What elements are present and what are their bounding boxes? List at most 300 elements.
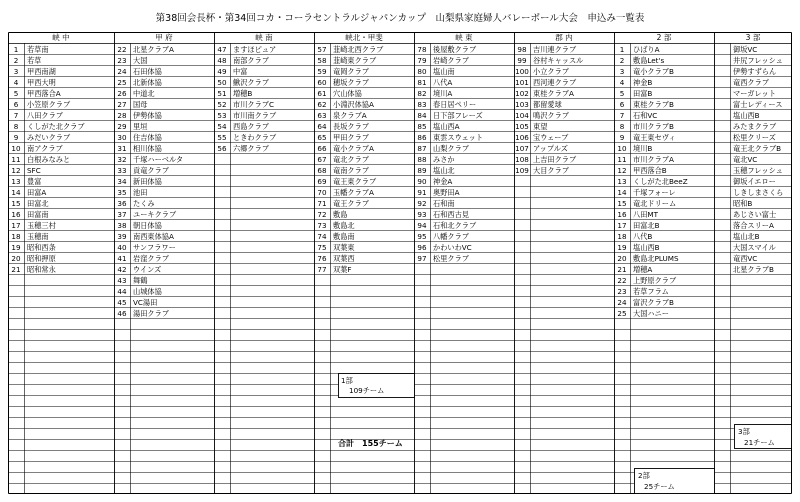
entry-team: 池田 <box>133 188 148 197</box>
entry-team: 春日居ペリー <box>433 100 477 109</box>
entry-number: 108 <box>515 155 529 164</box>
entry-number: 103 <box>515 100 529 109</box>
entry-team: 増穂A <box>633 265 653 274</box>
entry-team: 大国 <box>133 56 148 65</box>
entry-number: 101 <box>515 78 529 87</box>
entry-number: 19 <box>11 243 21 252</box>
entry-team: 八代A <box>433 78 453 87</box>
entry-team: 竜西クラブ <box>733 78 769 87</box>
entry-team: 東桂クラブB <box>633 100 674 109</box>
entry-team: 穂坂クラブ <box>333 78 369 87</box>
entry-team: 若草南 <box>27 45 49 54</box>
entry-team: しきしまさくら <box>733 188 784 197</box>
entry-number: 71 <box>317 199 327 208</box>
entry-number: 91 <box>417 188 427 197</box>
entry-team: 大国スマイル <box>733 243 776 252</box>
entry-number: 48 <box>217 56 227 65</box>
entry-number <box>714 55 730 66</box>
entry-number: 100 <box>515 67 529 76</box>
entry-team: 伊勢体協 <box>133 111 162 120</box>
entry-number: 77 <box>317 265 327 274</box>
entry-number: 82 <box>417 89 427 98</box>
entry-number: 13 <box>617 177 627 186</box>
entry-number: 14 <box>11 188 21 197</box>
entry-number: 76 <box>317 254 327 263</box>
entry-number: 9 <box>13 133 19 142</box>
entry-number: 33 <box>117 166 127 175</box>
entry-team: 韮崎東クラブ <box>333 56 377 65</box>
entry-team: 山城体協 <box>133 287 162 296</box>
entry-number <box>714 143 730 154</box>
entry-number: 47 <box>217 45 227 54</box>
entry-number: 5 <box>619 89 625 98</box>
entry-team: 谷村キャッスル <box>533 56 584 65</box>
entry-team: 竜南クラブ <box>333 166 369 175</box>
entry-team: 八田MT <box>633 210 658 219</box>
group-header: 峡 東 <box>455 33 473 42</box>
entry-number: 18 <box>11 232 21 241</box>
entry-number: 44 <box>117 287 127 296</box>
entry-team: 甲西落合B <box>633 166 667 175</box>
entry-team: 上吉田クラブ <box>533 155 577 164</box>
entry-team: 貢竜クラブ <box>133 166 169 175</box>
entry-number: 23 <box>617 287 627 296</box>
entry-team: 昭和常永 <box>27 265 56 274</box>
entry-number: 90 <box>417 177 427 186</box>
entry-team: 昭和西条 <box>27 243 56 252</box>
entry-number: 15 <box>617 199 627 208</box>
entry-number: 11 <box>617 155 627 164</box>
entry-number: 61 <box>317 89 327 98</box>
entry-team: 竜小クラブB <box>633 67 674 76</box>
entry-number <box>714 66 730 77</box>
entry-team: 穴山体協 <box>333 89 362 98</box>
entry-number: 95 <box>417 232 427 241</box>
entry-team: 石田体協 <box>133 67 162 76</box>
entry-team: 双葉東 <box>333 243 355 252</box>
entry-team: 市川南クラブ <box>233 111 277 120</box>
page-title: 第38回会長杯・第34回コカ・コーラセントラルジャパンカップ 山梨県家庭婦人バレーボール大会 申込み一覧表 <box>155 13 645 24</box>
entry-team: 東桂クラブA <box>533 89 574 98</box>
entry-number <box>714 121 730 132</box>
entry-number: 2 <box>13 56 19 65</box>
entry-number: 56 <box>217 144 227 153</box>
entry-number: 80 <box>417 67 427 76</box>
entry-team: 千塚ハーベルタ <box>133 155 184 164</box>
entry-team: 市川クラブA <box>633 155 674 164</box>
entry-team: 大国ハニー <box>633 309 669 318</box>
entry-number: 34 <box>117 177 127 186</box>
entry-team: 白根みなみと <box>27 155 71 164</box>
entry-team: 伊勢すずらん <box>733 67 777 76</box>
entry-team: 富沢クラブB <box>633 298 674 307</box>
entry-team: 竜北クラブ <box>333 155 369 164</box>
entry-team: 小淵沢体協A <box>333 100 374 109</box>
entry-team: 田富北 <box>27 199 49 208</box>
entry-number: 25 <box>617 309 627 318</box>
entry-team: 田富A <box>27 188 47 197</box>
entry-number: 19 <box>617 243 627 252</box>
entry-number: 65 <box>317 133 327 142</box>
entry-team: たくみ <box>133 199 155 208</box>
entry-number: 24 <box>117 67 127 76</box>
entry-number <box>714 264 730 275</box>
entry-team: 玉穂フレッシュ <box>733 166 783 175</box>
entry-team: 竜王クラブ <box>333 199 369 208</box>
entry-team: みさか <box>433 155 455 164</box>
entry-team: 井尻フレッシュ <box>733 56 783 65</box>
entry-team: アップルズ <box>533 144 568 153</box>
entry-number: 27 <box>117 100 127 109</box>
entry-number: 30 <box>117 133 127 142</box>
entry-team: 田富B <box>633 89 653 98</box>
entry-number: 96 <box>417 243 427 252</box>
group-header: 甲 府 <box>155 33 173 42</box>
entry-number <box>714 187 730 198</box>
entry-number: 51 <box>217 89 227 98</box>
entry-team: VC湯田 <box>133 298 158 307</box>
entry-number: 69 <box>317 177 327 186</box>
entry-team: 八代B <box>633 232 653 241</box>
entry-team: 八幡クラブ <box>433 232 469 241</box>
entry-number: 8 <box>619 122 625 131</box>
entry-team: みたまクラブ <box>733 122 777 131</box>
division1-label: 1部 <box>341 376 353 385</box>
entry-team: 中富 <box>233 67 248 76</box>
entry-team: 石和西古見 <box>433 210 469 219</box>
entry-team: 相川体協 <box>133 144 162 153</box>
entry-number: 64 <box>317 122 327 131</box>
entry-team: 小笠原クラブ <box>27 100 71 109</box>
entry-number <box>714 198 730 209</box>
entry-number: 4 <box>13 78 19 87</box>
entry-number: 88 <box>417 155 427 164</box>
entry-number <box>714 154 730 165</box>
entry-team: 岩窪クラブ <box>133 254 169 263</box>
entry-team: 鳴沢クラブ <box>533 111 569 120</box>
entry-number: 52 <box>217 100 227 109</box>
entry-team: 山梨クラブ <box>433 144 469 153</box>
entry-number: 86 <box>417 133 427 142</box>
entry-team: 里垣 <box>133 122 148 131</box>
division3-count: 21チーム <box>744 438 775 447</box>
group-header: 峡北・甲斐 <box>345 33 383 42</box>
entry-number: 84 <box>417 111 427 120</box>
entry-number <box>714 88 730 99</box>
entry-number <box>714 99 730 110</box>
entry-team: 塩山西A <box>433 122 460 131</box>
entry-team: 西河連クラブ <box>533 78 577 87</box>
entry-team: 昭和B <box>733 199 753 208</box>
entry-number: 28 <box>117 111 127 120</box>
entry-team: 境川A <box>433 89 453 98</box>
entry-number: 72 <box>317 210 327 219</box>
entry-number: 4 <box>619 78 625 87</box>
entry-number: 49 <box>217 67 227 76</box>
entry-team: 増穂B <box>233 89 253 98</box>
entry-number: 62 <box>317 100 327 109</box>
entry-team: 御坂VC <box>733 45 758 54</box>
entry-number: 23 <box>117 56 127 65</box>
entry-team: 豊富 <box>27 177 42 186</box>
entry-team: くしがた北クラブ <box>27 122 85 131</box>
entry-number: 17 <box>617 221 627 230</box>
entry-team: 田富南 <box>27 210 49 219</box>
entry-number: 37 <box>117 210 127 219</box>
entry-number: 10 <box>617 144 627 153</box>
entry-team: 竜岡クラブ <box>333 67 369 76</box>
entry-team: 岩崎クラブ <box>433 56 469 65</box>
entry-team: ますほピュア <box>233 45 277 54</box>
entry-team: みだいクラブ <box>27 133 71 142</box>
entry-number: 6 <box>13 100 19 109</box>
group-header: 郡 内 <box>555 33 573 42</box>
entry-team: 敷島北PLUMS <box>633 254 679 263</box>
entry-team: 甲西南湖 <box>27 67 56 76</box>
entry-team: 国母 <box>133 100 148 109</box>
entry-team: 八田クラブ <box>27 111 63 120</box>
entry-number: 31 <box>117 144 127 153</box>
entry-number: 98 <box>517 45 527 54</box>
entry-number: 7 <box>13 111 19 120</box>
entry-team: 落合スリーA <box>733 221 774 230</box>
entry-team: 田富北B <box>633 221 660 230</box>
entry-team: ときわクラブ <box>233 133 277 142</box>
entry-team: 南部クラブ <box>233 56 269 65</box>
entry-number: 1 <box>619 45 625 54</box>
group-header: 2 部 <box>656 33 672 42</box>
entry-number: 45 <box>117 298 127 307</box>
entry-team: 南アクラブ <box>27 144 63 153</box>
entry-team: 都留愛球 <box>533 100 562 109</box>
entry-team: ひばりA <box>633 45 660 54</box>
entry-team: 富士レディース <box>733 100 783 109</box>
entry-team: 泉クラブA <box>333 111 367 120</box>
entry-number: 21 <box>617 265 627 274</box>
entry-number: 12 <box>617 166 627 175</box>
division2-label: 2部 <box>638 471 650 480</box>
entry-number: 5 <box>13 89 19 98</box>
entry-team: くしがた北BeeZ <box>633 177 688 186</box>
entry-team: 若草フラム <box>633 287 669 296</box>
entry-team: マーガレット <box>733 89 776 98</box>
entry-team: 竜王東クラブ <box>333 177 377 186</box>
entry-team: 市川クラブB <box>633 122 674 131</box>
entry-team: かわいわVC <box>433 243 472 252</box>
entry-team: 敷島北 <box>333 221 355 230</box>
entry-team: 北新体協 <box>133 78 162 87</box>
entry-number <box>714 209 730 220</box>
entry-team: 後屋敷クラブ <box>433 45 477 54</box>
entry-team: 小立クラブ <box>533 67 569 76</box>
entry-number: 43 <box>117 276 127 285</box>
entry-number: 7 <box>619 111 625 120</box>
entry-number: 10 <box>11 144 21 153</box>
entry-team: 宝ウェーブ <box>533 133 569 142</box>
entry-number: 3 <box>13 67 19 76</box>
entry-table <box>8 32 792 494</box>
entry-team: 新田体協 <box>133 177 162 186</box>
entry-number: 12 <box>11 166 21 175</box>
entry-team: 甲田クラブ <box>333 133 369 142</box>
entry-number: 35 <box>117 188 127 197</box>
entry-number: 73 <box>317 221 327 230</box>
entry-team: 北星クラブB <box>733 265 774 274</box>
entry-number: 22 <box>117 45 127 54</box>
entry-team: 石和南 <box>433 199 455 208</box>
entry-number <box>714 231 730 242</box>
entry-number: 57 <box>317 45 327 54</box>
entry-number: 81 <box>417 78 427 87</box>
entry-number: 39 <box>117 232 127 241</box>
entry-number: 46 <box>117 309 127 318</box>
entry-number: 68 <box>317 166 327 175</box>
entry-team: 玉穂三村 <box>27 221 56 230</box>
entry-team: 東雲スウェット <box>433 133 484 142</box>
entry-team: 敷島 <box>333 210 348 219</box>
entry-number <box>714 176 730 187</box>
entry-number: 92 <box>417 199 427 208</box>
entry-team: 双葉西 <box>333 254 355 263</box>
entry-number: 93 <box>417 210 427 219</box>
entry-number: 107 <box>515 144 529 153</box>
entry-number: 63 <box>317 111 327 120</box>
entry-number: 70 <box>317 188 327 197</box>
entry-number: 36 <box>117 199 127 208</box>
entry-team: 朝日体協 <box>133 221 162 230</box>
entry-team: 甲西落合A <box>27 89 61 98</box>
entry-number: 55 <box>217 133 227 142</box>
entry-number: 50 <box>217 78 227 87</box>
entry-number: 83 <box>417 100 427 109</box>
entry-number: 89 <box>417 166 427 175</box>
entry-team: 境川B <box>633 144 653 153</box>
entry-team: サンフラワー <box>133 243 176 252</box>
entry-number: 32 <box>117 155 127 164</box>
entry-number: 60 <box>317 78 327 87</box>
entry-number: 85 <box>417 122 427 131</box>
entry-team: 竜小クラブA <box>333 144 374 153</box>
entry-number: 102 <box>515 89 529 98</box>
entry-number: 21 <box>11 265 21 274</box>
entry-number: 106 <box>515 133 529 142</box>
entry-team: 中道北 <box>133 89 155 98</box>
entry-number: 26 <box>117 89 127 98</box>
entry-number: 9 <box>619 133 625 142</box>
entry-team: ウインズ <box>133 265 162 274</box>
entry-team: 敷島Let's <box>633 56 665 65</box>
division3-label: 3部 <box>738 427 750 436</box>
entry-team: 甲西大明 <box>27 78 56 87</box>
entry-team: 若草 <box>27 56 42 65</box>
entry-team: 塩山西B <box>633 243 660 252</box>
entry-number: 66 <box>317 144 327 153</box>
entry-number: 17 <box>11 221 21 230</box>
entry-team: 長坂クラブ <box>333 122 369 131</box>
group-header: 峡 南 <box>255 33 273 42</box>
entry-number: 58 <box>317 56 327 65</box>
entry-number: 8 <box>13 122 19 131</box>
entry-team: 竜西VC <box>733 254 758 263</box>
grand-total: 合計 155チーム <box>338 439 403 448</box>
entry-number: 109 <box>515 166 529 175</box>
entry-team: 石和北クラブ <box>433 221 477 230</box>
entry-number: 59 <box>317 67 327 76</box>
entry-number: 1 <box>13 45 19 54</box>
entry-number: 75 <box>317 243 327 252</box>
entry-number: 97 <box>417 254 427 263</box>
entry-team: 竜北ドリーム <box>633 199 677 208</box>
entry-number: 54 <box>217 122 227 131</box>
entry-number <box>714 110 730 121</box>
entry-number: 94 <box>417 221 427 230</box>
entry-number: 53 <box>217 111 227 120</box>
entry-team: 玉幡クラブA <box>333 188 374 197</box>
entry-number: 20 <box>11 254 21 263</box>
entry-team: ユーキクラブ <box>133 210 177 219</box>
entry-number: 67 <box>317 155 327 164</box>
entry-team: 舞鶴 <box>133 276 148 285</box>
entry-team: 松里クリーズ <box>733 133 776 142</box>
entry-team: 鰍沢クラブ <box>233 78 269 87</box>
entry-team: 西島クラブ <box>233 122 269 131</box>
entry-team: 日下部フレーズ <box>433 111 483 120</box>
entry-number: 24 <box>617 298 627 307</box>
entry-team: 双葉F <box>333 265 352 274</box>
entry-team: 玉穂南 <box>27 232 49 241</box>
entry-number: 87 <box>417 144 427 153</box>
entry-number <box>714 165 730 176</box>
entry-team: 神金A <box>433 177 453 186</box>
entry-team: 湯田クラブ <box>133 309 169 318</box>
entry-number <box>714 242 730 253</box>
entry-team: 竜王北クラブB <box>733 144 782 153</box>
division2-count: 25チーム <box>644 482 675 491</box>
entry-number: 15 <box>11 199 21 208</box>
entry-team: 御坂イエロー <box>733 177 776 186</box>
entry-number: 3 <box>619 67 625 76</box>
entry-team: 千塚フォーレ <box>633 188 676 197</box>
entry-number: 105 <box>515 122 529 131</box>
entry-team: 市川クラブC <box>233 100 274 109</box>
entry-number: 22 <box>617 276 627 285</box>
entry-number: 38 <box>117 221 127 230</box>
entry-number: 11 <box>11 155 21 164</box>
entry-team: 竜王東セヴィ <box>633 133 676 142</box>
entry-number: 78 <box>417 45 427 54</box>
entry-team: SFC <box>27 166 41 175</box>
entry-team: 敷島南 <box>333 232 355 241</box>
group-header: 3 部 <box>745 33 761 42</box>
entry-team: 塩山北B <box>733 232 760 241</box>
entry-team: 韮崎北西クラブ <box>333 45 384 54</box>
entry-number: 13 <box>11 177 21 186</box>
group-header: 峡 中 <box>52 33 70 42</box>
entry-number: 20 <box>617 254 627 263</box>
entry-number: 41 <box>117 254 127 263</box>
entry-team: 神金B <box>633 78 653 87</box>
entry-number: 2 <box>619 56 625 65</box>
entry-number: 79 <box>417 56 427 65</box>
entry-number <box>714 44 730 55</box>
entry-team: 大目クラブ <box>533 166 569 175</box>
division1-count: 109チーム <box>349 386 385 395</box>
entry-number: 42 <box>117 265 127 274</box>
entry-team: 昭和押原 <box>27 254 56 263</box>
entry-team: 竜北VC <box>733 155 758 164</box>
entry-team: 住吉体協 <box>133 133 162 142</box>
entry-number: 14 <box>617 188 627 197</box>
